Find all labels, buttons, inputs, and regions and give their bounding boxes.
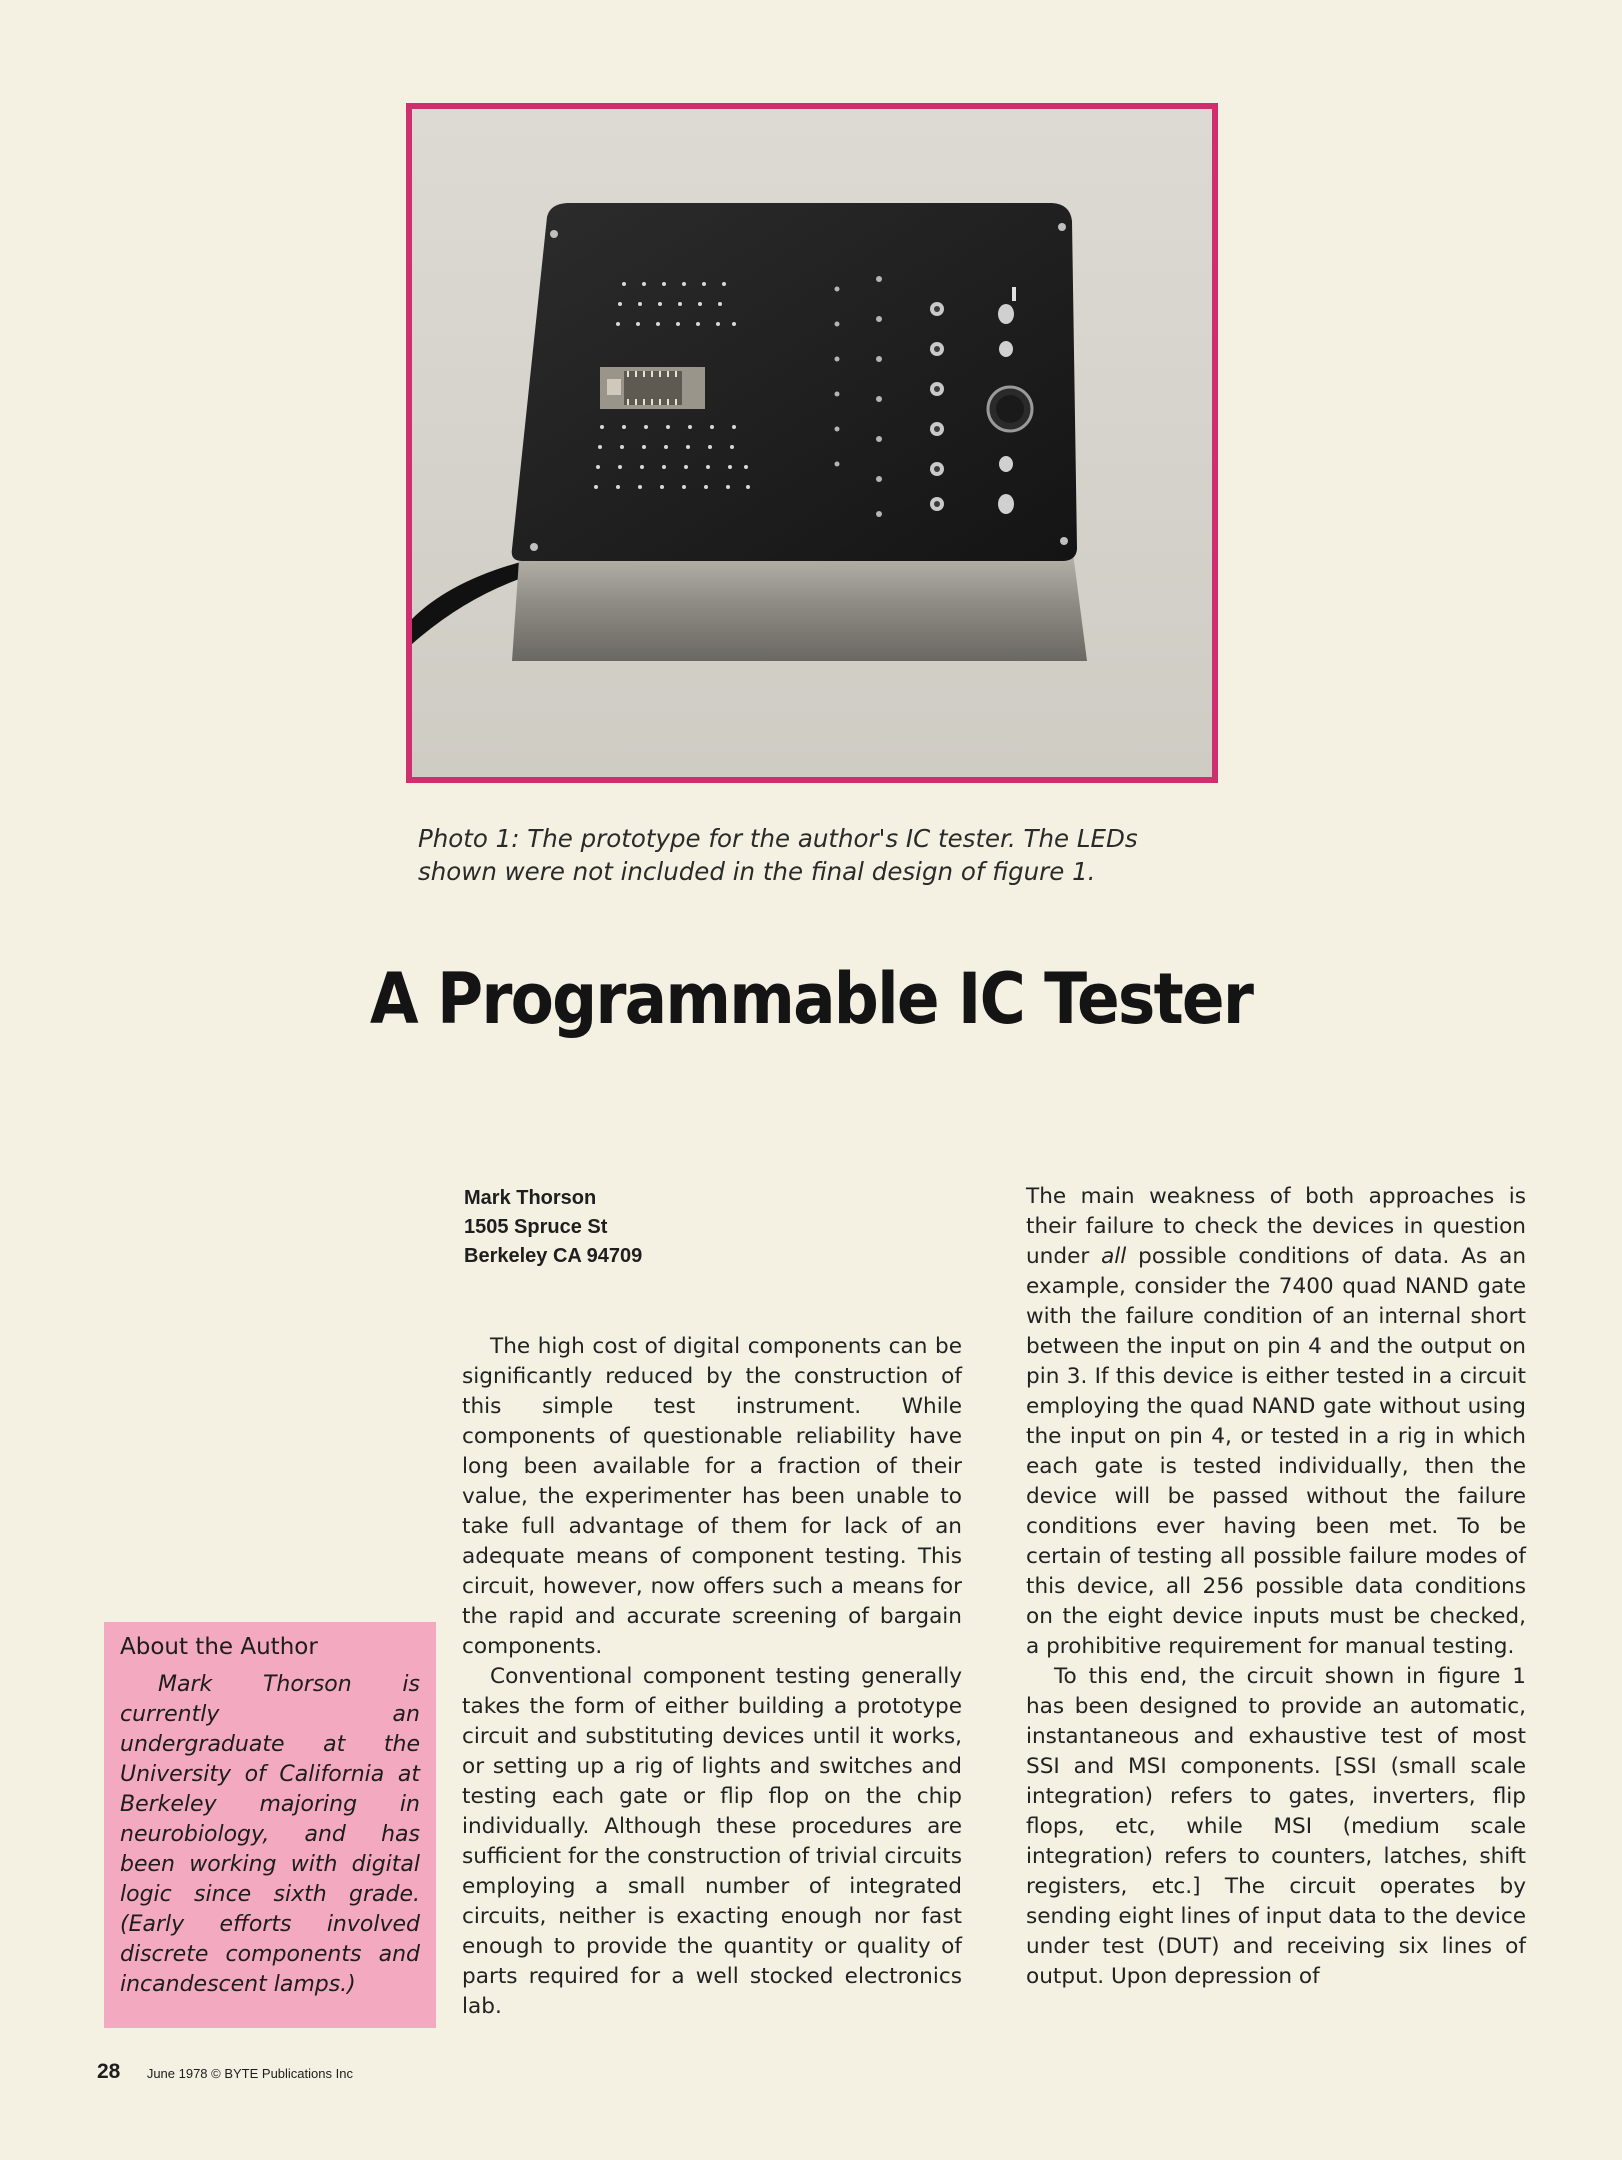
- prototype-photo: [406, 103, 1218, 783]
- column2-text: The main weakness of both approaches is their failure to check the devices in question under: [1026, 1184, 1526, 1269]
- page-footer: [97, 2060, 353, 2084]
- article-column-2: [1026, 1182, 1526, 1992]
- column1-paragraph: Conventional component testing generally takes the form of either building a prototype circuit and substituting devices until it works, or setting up a rig of lights and switches and testing each gate or flip flop on the chip individually. Although these procedures are sufficient for the construction of trivial circuits employing a small number of integrated circuits, neither is exacting enough nor fast enough to provide the quantity or quality of parts required for a well stocked electronics lab.: [462, 1664, 962, 2019]
- column2-paragraph: [1026, 1182, 1526, 1662]
- about-text: Mark Thorson is currently an undergraduate at the University of California at Berkeley majoring in neurobiology, and has been working with digital logic since sixth grade. (Early efforts involved discrete components and incandescent lamps.): [120, 1672, 420, 1997]
- ic-tester-photo-illustration: [412, 109, 1212, 777]
- page-number: 28: [97, 2060, 121, 2083]
- about-heading: About the Author: [120, 1634, 318, 1660]
- about-the-author-box: [104, 1622, 436, 2028]
- emphasis-all: all: [1101, 1244, 1127, 1269]
- author-name: Mark Thorson: [464, 1187, 597, 1209]
- author-street: 1505 Spruce St: [464, 1216, 608, 1238]
- column2-text: possible conditions of data. As an example, consider the 7400 quad NAND gate with the failure condition of an internal short between the input on pin 4 and the output on pin 3. If this device is either tested in a circuit employing the quad NAND gate without using the input on pin 4, or tested in a rig in which each gate is tested individually, then the device will be passed without the failure conditions ever having been met. To be certain of testing all possible failure modes of this device, all 256 possible data conditions on the eight device inputs must be checked, a prohibitive requirement for manual testing.: [1026, 1244, 1526, 1659]
- author-byline: [464, 1184, 642, 1271]
- column1-paragraph: The high cost of digital components can be significantly reduced by the construction of this simple test instrument. While components of questionable reliability have long been available for a fraction of their value, the experimenter has been unable to take full advantage of them for lack of an adequate means of component testing. This circuit, however, now offers such a means for the rapid and accurate screening of bargain components.: [462, 1334, 962, 1659]
- column2-paragraph: To this end, the circuit shown in figure 1 has been designed to provide an automatic, instantaneous and exhaustive test of most SSI and MSI components. [SSI (small scale integration) refers to gates, inverters, flip flops, etc, while MSI (medium scale integration) refers to counters, latches, shift registers, etc.] The circuit operates by sending eight lines of input data to the device under test (DUT) and receiving six lines of output. Upon depression of: [1026, 1664, 1526, 1989]
- ic-chip: [600, 367, 705, 409]
- author-city: Berkeley CA 94709: [464, 1245, 643, 1267]
- copyright-line: June 1978 © BYTE Publications Inc: [146, 2066, 353, 2081]
- photo-caption: Photo 1: The prototype for the author's IC tester. The LEDs shown were not included in the final design of figure 1.: [418, 824, 1138, 886]
- article-column-1: [462, 1332, 962, 2022]
- article-title: A Programmable IC Tester: [369, 958, 1253, 1040]
